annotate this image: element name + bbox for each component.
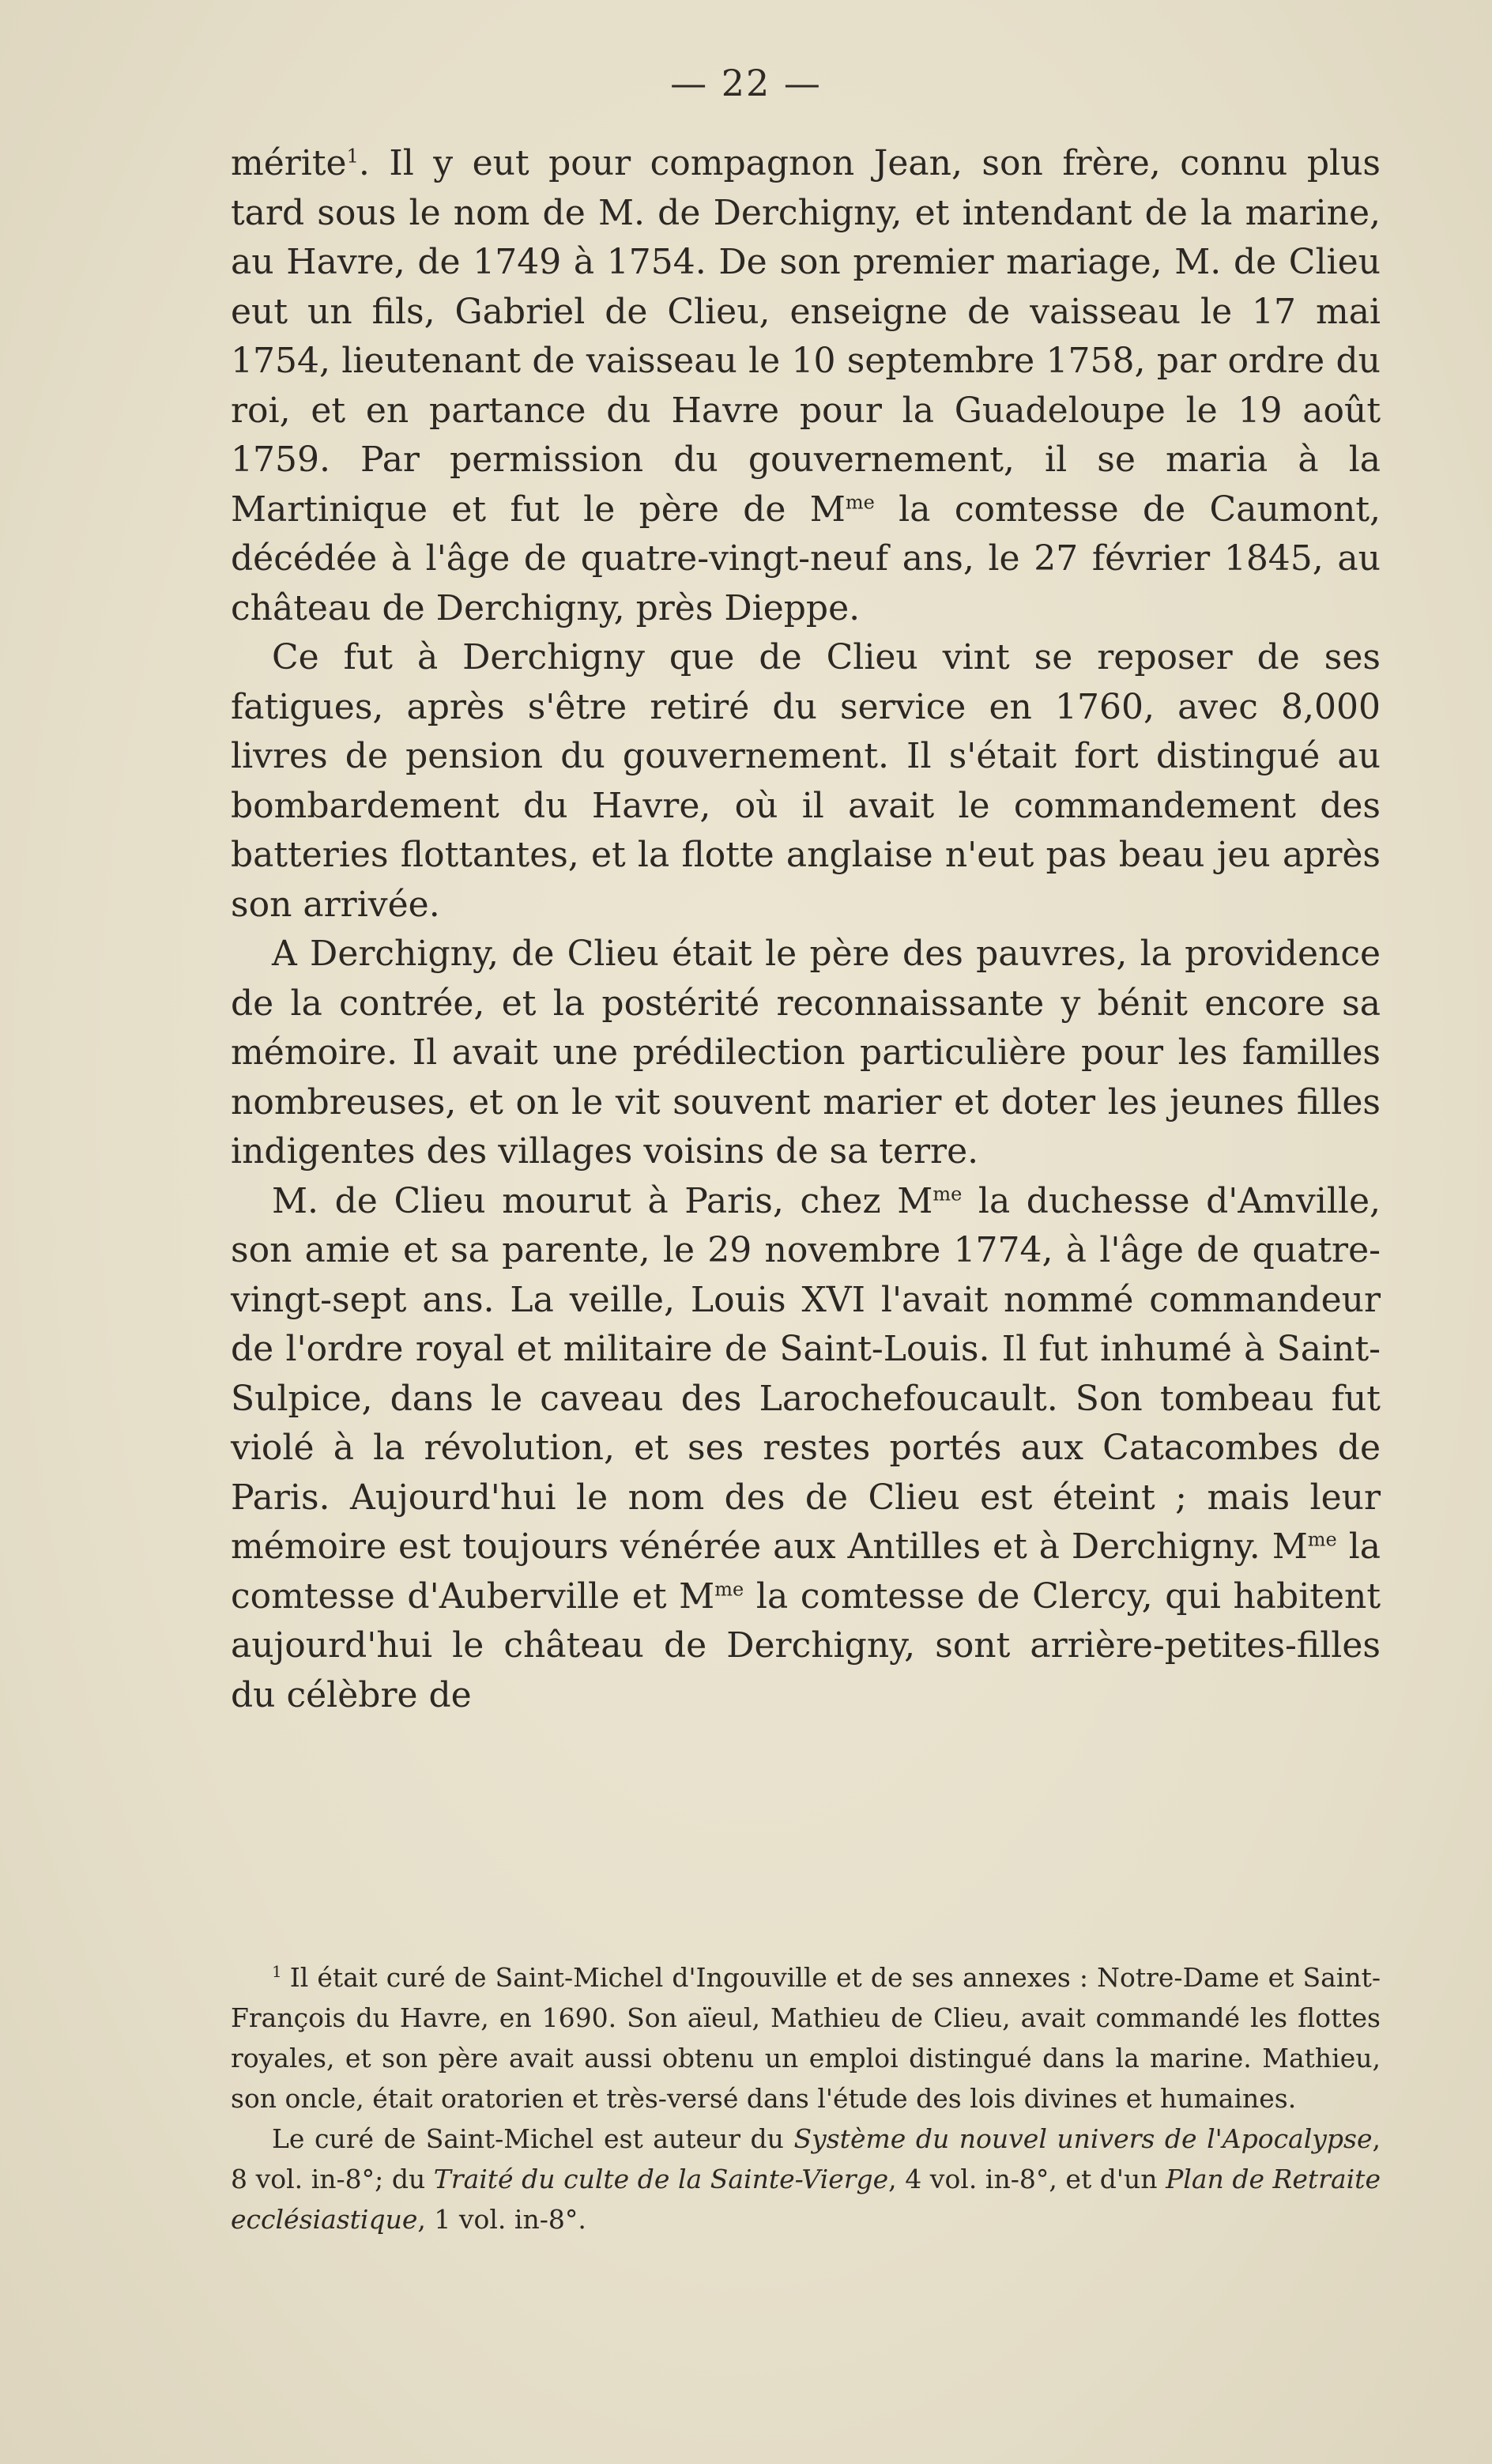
- footnote-text: , 1 vol. in-8°.: [417, 2204, 586, 2235]
- footnotes: [231, 1957, 1381, 2239]
- main-text: [231, 139, 1381, 1720]
- title-abbreviation: M: [809, 489, 846, 530]
- paragraph-4-part-2: la duchesse d'Amville, son amie et sa parente, le 29 novembre 1774, à l'âge de quatre-vingt-sept ans. La veille, Louis XVI l'avait nommé commandeur de l'ordre royal et militaire de Saint-Louis. Il fut inhumé à Saint-Sulpice, dans le caveau des Larochefoucault. Son tombeau fut violé à la révolution, et ses restes portés aux Catacombes de Paris. Aujourd'hui le nom des de Clieu est éteint ; mais leur mémoire est toujours vénérée aux Antilles et à Derchigny. M: [231, 1180, 1381, 1567]
- footnote-1-continuation: [231, 2119, 1381, 2239]
- book-title: Plan de Retraite ecclésiastique: [231, 2164, 1381, 2235]
- paragraph-4-part-3: la comtesse d'Auberville et M: [231, 1526, 1381, 1617]
- paragraph-1-text-after: . Il y eut pour compagnon Jean, son frère, connu plus tard sous le nom de M. de Derchigny, et intendant de la marine, au Havre, de 1749 à 1754. De son premier mariage, M. de Clieu eut un fils, Gabriel de Clieu, enseigne de vaisseau le 17 mai 1754, lieutenant de vaisseau le 10 septembre 1758, par ordre du roi, et en partance du Havre pour la Guadeloupe le 19 août 1759. Par permission du gouvernement, il se maria à la Martinique et fut le père de: [231, 143, 1381, 530]
- paragraph-1-text-end: la comtesse de Caumont, décédée à l'âge de quatre-vingt-neuf ans, le 27 février 1845, au château de Derchigny, près Dieppe.: [231, 489, 1381, 628]
- footnote-text: Le curé de Saint-Michel est auteur du: [272, 2123, 794, 2154]
- footnote-1: [231, 1957, 1381, 2119]
- paragraph-4: [231, 1177, 1381, 1721]
- paragraph-1-text-before: mérite: [231, 143, 347, 183]
- book-title: Traité du culte de la Sainte-Vierge: [433, 2164, 889, 2194]
- footnote-text: , 4 vol. in-8°, et d'un: [888, 2164, 1166, 2194]
- title-superscript: me: [932, 1182, 963, 1205]
- footnote-1-text: Il était curé de Saint-Michel d'Ingouville et de ses annexes : Notre-Dame et Saint-François du Havre, en 1690. Son aïeul, Mathieu de Clieu, avait commandé les flottes royales, et son père avait aussi obtenu un emploi distingué dans la marine. Mathieu, son oncle, était oratorien et très-versé dans l'étude des lois divines et humaines.: [231, 1962, 1381, 2114]
- paragraph-2: Ce fut à Derchigny que de Clieu vint se reposer de ses fatigues, après s'être retiré du service en 1760, avec 8,000 livres de pension du gouvernement. Il s'était fort distingué au bombardement du Havre, où il avait le commandement des batteries flottantes, et la flotte anglaise n'eut pas beau jeu après son arrivée.: [231, 637, 1381, 925]
- paragraph-4-part-4: la comtesse de Clercy, qui habitent aujourd'hui le château de Derchigny, sont arrière-petites-filles du célèbre de: [231, 1575, 1381, 1715]
- title-superscript: me: [845, 490, 875, 513]
- page-number: — 22 —: [670, 62, 822, 104]
- footnote-reference: 1: [346, 145, 359, 168]
- book-title: Système du nouvel univers de l'Apocalypse: [793, 2123, 1373, 2154]
- title-superscript: me: [1307, 1528, 1337, 1551]
- footnote-marker: 1: [272, 1962, 282, 1981]
- paragraph-1: [231, 139, 1381, 633]
- paragraph-3: A Derchigny, de Clieu était le père des pauvres, la providence de la contrée, et la postérité reconnaissante y bénit encore sa mémoire. Il avait une prédilection particulière pour les familles nombreuses, et on le vit souvent marier et doter les jeunes filles indigentes des villages voisins de sa terre.: [231, 934, 1381, 1172]
- title-superscript: me: [714, 1577, 744, 1600]
- footnote-text: , 8 vol. in-8°; du: [231, 2123, 1381, 2194]
- paragraph-4-part-1: M. de Clieu mourut à Paris, chez M: [272, 1180, 933, 1221]
